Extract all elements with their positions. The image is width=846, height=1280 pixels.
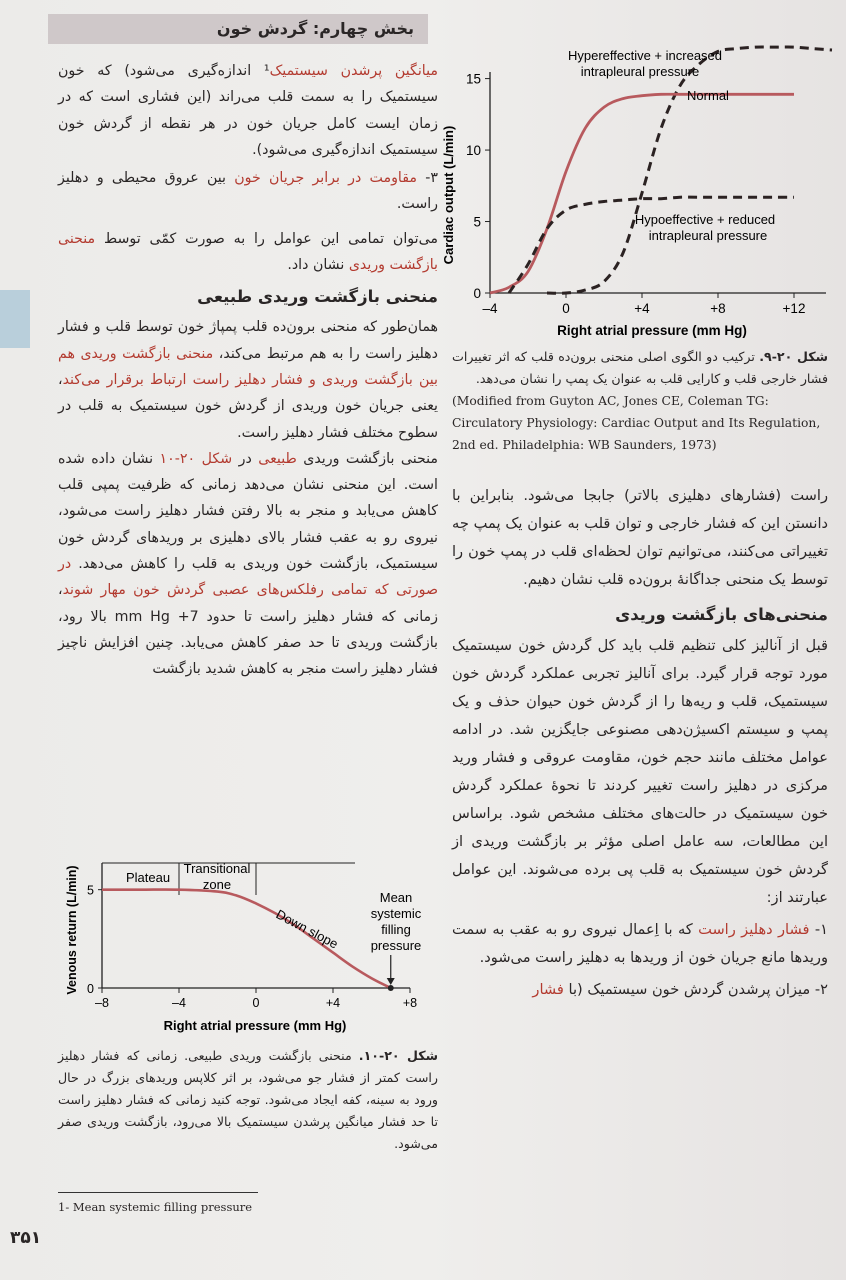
text-run: ۲- میزان پرشدن گردش خون سیستمیک (با	[563, 981, 828, 998]
fig1-y-tick-label: 15	[465, 71, 481, 87]
right-paragraph-4	[452, 976, 828, 1004]
text-run: همان‌طور که منحنی برون‌ده قلب پمپاژ خون توسط قلب و فشار دهلیز راست را به هم مرتبط می‌کند،	[58, 319, 438, 362]
figure-venous-return-curve	[60, 855, 430, 1040]
right-column	[452, 346, 828, 1004]
figure-cardiac-output-curves	[440, 40, 840, 345]
right-paragraph-2: قبل از آنالیز کلی تنظیم قلب باید کل گردش خون سیستمیک مورد توجه قرار گیرد. برای آنالیز تجربی عملکرد گردش خون سیستمیک، قلب و ریه‌ها را از گردش خون حیوان حذف و یک پمپ و سیستم اکسیژن‌دهی مصنوعی جایگزین شد. در ادامه عوامل مختلف مانند حجم خون، مقاومت عروقی و فشار ورید مرکزی در دهلیز راست تغییر کردند تا نحوهٔ عملکرد گردش خون سیستمیک در حالت‌های مختلف مشخص شود. براساس این مطالعات، سه عامل اصلی مؤثر بر بازگشت وریدی از گردش خون سیستمیک به قلب پی برده می‌شوند. این عوامل عبارتند از:	[452, 637, 828, 906]
chapter-title: بخش چهارم: گردش خون	[216, 19, 414, 38]
left-paragraph-4	[58, 314, 438, 445]
fig1-x-axis-label: Right atrial pressure (mm Hg)	[557, 323, 747, 338]
section-heading-venous-return-curves: منحنی‌های بازگشت وریدی	[615, 605, 828, 624]
fig1-y-tick-label: 10	[465, 143, 481, 159]
fig2-curves	[102, 890, 395, 991]
fig1-x-tick-label: +4	[634, 301, 650, 316]
chapter-header	[48, 14, 428, 44]
fig2-label-down-slope: Down slope	[273, 906, 341, 952]
fig1-y-axis-label: Cardiac output (L/min)	[441, 125, 456, 265]
fig2-label-plateau: Plateau	[125, 870, 171, 885]
fig2-x-tick-label: –8	[95, 996, 109, 1010]
fig2-x-tick-label: 0	[252, 996, 260, 1010]
fig1-curves	[490, 47, 832, 293]
fig1-x-tick-label: +8	[710, 301, 726, 316]
text-run: ، زمانی که فشار دهلیز راست تا حدود 7+ mm Hg بالا رود، بازگشت وریدی تا حد صفر کاهش می‌یابد. چنین افزایش ناچیز فشار دهلیز راست منجر به کاهش شدید بازگشت	[58, 582, 438, 678]
fig2-label-msfp-line2: systemic	[370, 906, 422, 921]
text-run: ۳-	[417, 170, 438, 187]
text-run: بین عروق محیطی و دهلیز راست.	[58, 170, 438, 213]
text-run: که با اِعمال نیروی رو به عقب به سمت وریدها مانع جریان خون از وریدها به دهلیز راست می‌شود.	[452, 921, 828, 966]
fig2-x-tick-label: +8	[402, 996, 418, 1010]
right-paragraph-1: راست (فشارهای دهلیزی بالاتر) جابجا می‌شود. بنابراین با دانستن این که فشار خارجی و توان قلب به عنوان یک پمپ چه تغییراتی می‌کنند، می‌توانیم توان لحظه‌ای قلب در پمپ خون را توسط یک منحنی جداگانهٔ برون‌ده قلب نشان دهیم.	[452, 487, 828, 588]
text-run: می‌توان تمامی این عوامل را به صورت کمّی توسط	[95, 230, 438, 247]
text-run: شکل ۲۰-۱۰	[159, 450, 233, 467]
text-run: ۱-	[809, 921, 828, 938]
text-run: مقاومت در برابر جریان خون	[234, 170, 418, 187]
left-paragraph-5	[58, 446, 438, 683]
fig2-label-transitional-line2: zone	[202, 877, 232, 892]
text-run: ، یعنی جریان خون وریدی از گردش خون سیستمیک به قلب در سطوح مختلف فشار دهلیز راست.	[58, 371, 438, 441]
figure2-caption-text: منحنی بازگشت وریدی طبیعی. زمانی که فشار دهلیز راست کمتر از فشار جو می‌شود، بر اثر کلاپس وریدهای بزرگ در حال ورود به سینه، کفه ایجاد می‌شود. توجه کنید زمانی که فشار دهلیز راست تا حد فشار میانگین پرشدن سیستمیک بالا می‌رود، بازگشت وریدی صفر می‌شود.	[58, 1048, 438, 1151]
text-run: منحنی بازگشت وریدی	[296, 450, 439, 467]
fig2-axes	[87, 863, 417, 1010]
left-paragraph-3	[58, 226, 438, 279]
side-tab-marker	[0, 290, 30, 348]
fig2-venous-return-line	[102, 890, 391, 988]
fig2-label-msfp-line1: Mean	[379, 890, 413, 905]
text-run: فشار	[532, 981, 564, 998]
text-run: نشان داد.	[287, 257, 349, 274]
fig2-label-msfp-line3: filling	[381, 922, 411, 937]
left-column-top	[58, 58, 438, 683]
right-paragraph-3	[452, 916, 828, 972]
fig2-label-transitional-line1: Transitional	[183, 861, 251, 876]
fig1-label-hyper-line2: intrapleural pressure	[580, 64, 700, 79]
fig2-y-axis-label: Venous return (L/min)	[65, 865, 79, 995]
figure1-caption	[452, 346, 828, 390]
fig2-msfp-arrow-head	[387, 978, 395, 985]
fig1-label-hypo-line1: Hypoeffective + reduced	[634, 212, 776, 227]
fig2-y-tick-label: 0	[87, 982, 94, 996]
left-paragraph-1	[58, 58, 438, 163]
figure1-caption-label: شکل ۲۰-۹.	[759, 349, 828, 364]
footnote: 1- Mean systemic filling pressure	[58, 1200, 253, 1214]
fig1-x-tick-label: –4	[482, 301, 498, 316]
fig1-y-tick-label: 5	[473, 214, 481, 230]
fig2-x-tick-label: +4	[325, 996, 341, 1010]
section-heading-normal-venous-return: منحنی بازگشت وریدی طبیعی	[197, 287, 438, 307]
fig2-x-tick-label: –4	[172, 996, 186, 1010]
text-run: طبیعی	[258, 450, 297, 467]
text-run: در صورتی که تمامی رفلکس‌های عصبی گردش خون مهار شوند	[58, 556, 438, 599]
fig1-label-hypo-line2: intrapleural pressure	[648, 228, 768, 243]
fig1-label-normal: Normal	[687, 88, 729, 103]
fig2-label-msfp-line4: pressure	[370, 938, 422, 953]
fig1-label-hyper-line1: Hypereffective + increased	[567, 48, 723, 63]
left-paragraph-2	[58, 165, 438, 218]
figure1-caption-text: ترکیب دو الگوی اصلی منحنی برون‌ده قلب که اثر تغییرات فشار خارجی قلب و کارایی قلب به عنوان یک پمپ را نشان می‌دهد.	[452, 349, 828, 386]
fig2-x-axis-label: Right atrial pressure (mm Hg)	[163, 1018, 347, 1033]
figure2-caption	[58, 1045, 438, 1155]
fig1-x-tick-label: 0	[562, 301, 570, 316]
fig1-y-tick-label: 0	[473, 286, 481, 301]
text-run: ¹ اندازه‌گیری می‌شود) که خون سیستمیک را به سمت قلب می‌راند (این فشاری است که در زمان ایست کامل جریان خون در هر نقطه از گردش خون سیستمیک اندازه‌گیری می‌شود).	[58, 63, 438, 158]
footnote-divider	[58, 1192, 258, 1193]
fig1-series-hyper-line	[547, 47, 832, 293]
figure1-citation: (Modified from Guyton AC, Jones CE, Coleman TG: Circulatory Physiology: Cardiac Output and Its Regulation, 2nd ed. Philadelphia: WB Saunders, 1973)	[452, 394, 821, 452]
fig2-y-tick-label: 5	[87, 883, 94, 898]
text-run: نشان داده شده است. این منحنی نشان می‌دهد زمانی که ظرفیت پمپی قلب کاهش می‌یابد و منجر به بالا رفتن فشار دهلیز راست می‌شود، نیروی رو به عقب فشار بالای دهلیزی بر وریدهای گردش خون سیستمیک، بازگشت خون وریدی به قلب را کاهش می‌دهد.	[58, 450, 438, 573]
text-run: فشار دهلیز راست	[698, 921, 810, 938]
text-run: میانگین پرشدن سیستمیک	[269, 63, 438, 79]
fig1-x-tick-label: +12	[782, 301, 806, 316]
fig2-msfp-point	[388, 985, 394, 991]
page-number: ۳۵۱	[10, 1228, 42, 1248]
text-run: در	[232, 450, 259, 467]
figure2-caption-label: شکل ۲۰-۱۰.	[358, 1048, 438, 1063]
text-run: منحنی بازگشت وریدی هم بین بازگشت وریدی و فشار دهلیز راست ارتباط برقرار می‌کند	[58, 345, 438, 388]
text-run: منحنی بازگشت وریدی	[58, 230, 438, 274]
